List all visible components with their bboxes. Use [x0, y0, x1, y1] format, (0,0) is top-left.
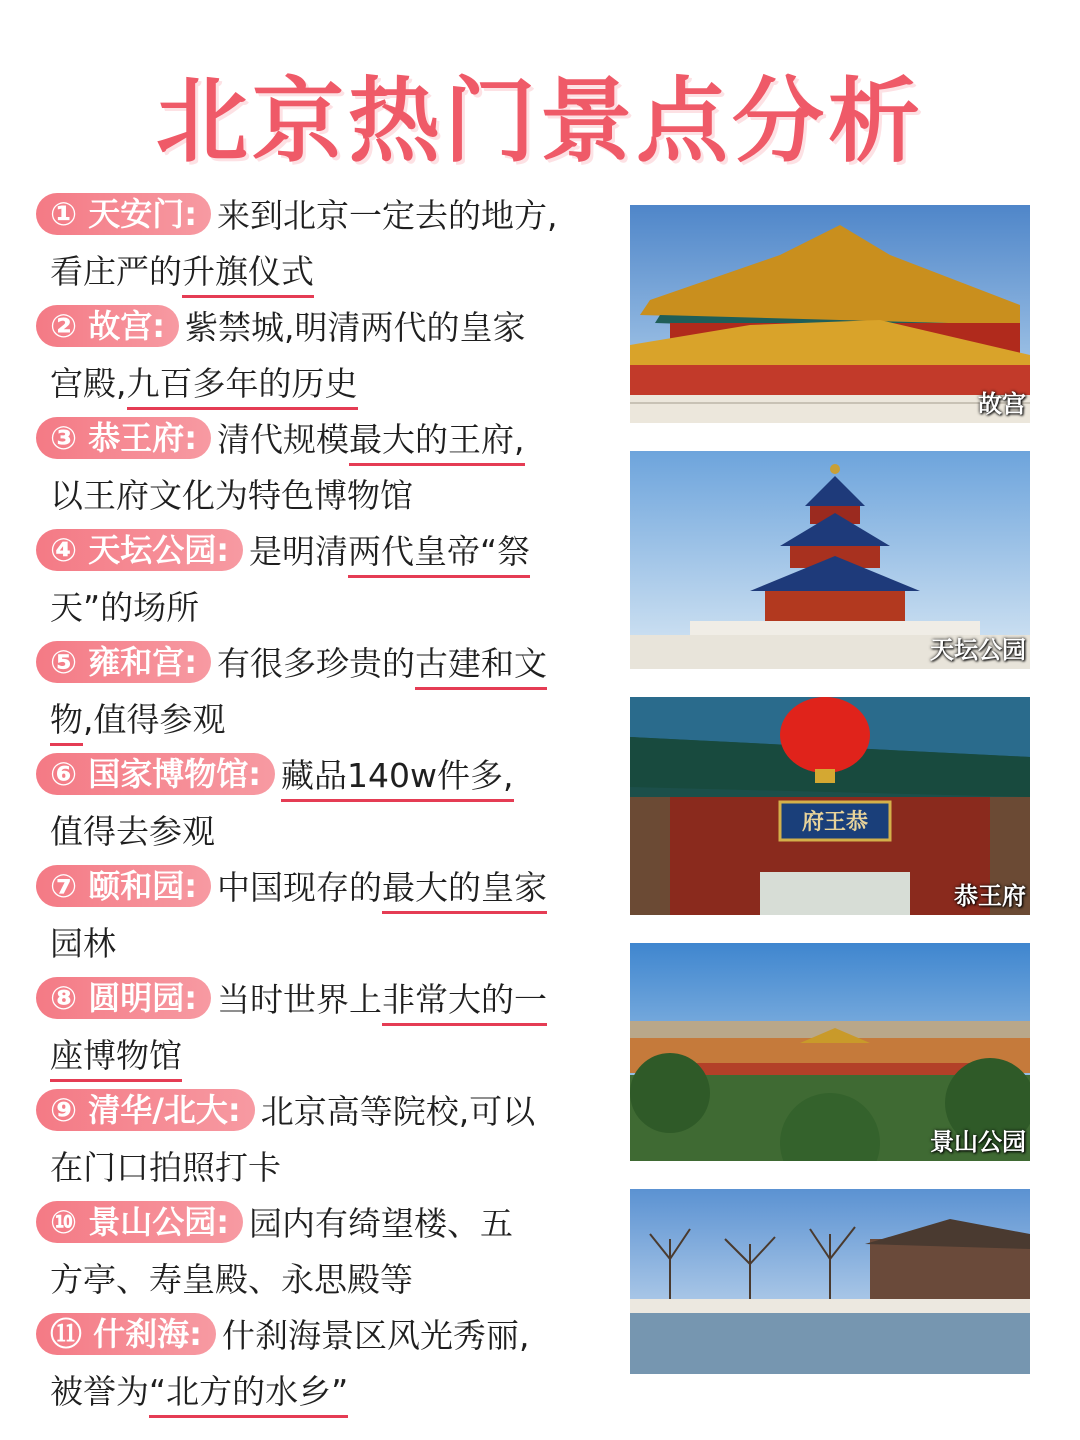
description-text: 天”的场所	[50, 588, 200, 627]
attraction-item	[36, 860, 626, 972]
photo-caption: 故宫	[978, 390, 1026, 418]
highlight-text: 九百多年的历史	[127, 364, 358, 410]
highlight-text: 藏品140w件多,	[281, 756, 513, 802]
attraction-item	[36, 636, 626, 748]
attraction-item	[36, 1084, 626, 1196]
photo-caption: 景山公园	[930, 1128, 1026, 1156]
attraction-tag: ⑩ 景山公园:	[36, 1201, 243, 1243]
highlight-text: 两代皇帝“祭	[348, 532, 530, 578]
description-text: 方亭、寿皇殿、永思殿等	[50, 1260, 413, 1299]
attraction-item	[36, 748, 626, 860]
photo-caption: 恭王府	[954, 882, 1026, 910]
description-text: 是明清	[249, 532, 349, 571]
attraction-line-1	[36, 1084, 626, 1140]
attraction-line-1	[36, 524, 626, 580]
description-text: 被誉为	[50, 1372, 149, 1411]
attraction-line-1	[36, 1308, 626, 1364]
highlight-text: 座博物馆	[50, 1036, 182, 1082]
attraction-list	[36, 188, 626, 1420]
description-text: 园林	[50, 924, 116, 963]
attraction-line-2	[36, 580, 626, 636]
gugong-image	[630, 205, 1030, 423]
photo-tiantan	[630, 451, 1030, 669]
attraction-line-1	[36, 636, 626, 692]
highlight-text: 非常大的一	[382, 980, 547, 1026]
description-text: 看庄严的	[50, 252, 182, 291]
attraction-line-2	[36, 244, 626, 300]
attraction-line-1	[36, 412, 626, 468]
attraction-tag: ⑦ 颐和园:	[36, 865, 211, 907]
attraction-item	[36, 1308, 626, 1420]
description-text: 来到北京一定去的地方,	[217, 196, 558, 235]
attraction-line-2	[36, 468, 626, 524]
attraction-line-1	[36, 972, 626, 1028]
attraction-line-1	[36, 1196, 626, 1252]
description-text: ,值得参观	[83, 700, 226, 739]
description-text: 宫殿,	[50, 364, 127, 403]
highlight-text: 最大的王府,	[349, 420, 525, 466]
attraction-line-2	[36, 1140, 626, 1196]
attraction-line-1	[36, 188, 626, 244]
attraction-tag: ⑧ 圆明园:	[36, 977, 211, 1019]
attraction-item	[36, 972, 626, 1084]
description-text: 清代规模	[217, 420, 350, 459]
description-text: 值得去参观	[50, 812, 215, 851]
highlight-text: 古建和文	[415, 644, 547, 690]
highlight-text: 物	[50, 700, 83, 746]
description-text: 中国现存的	[217, 868, 383, 907]
photo-shichahai	[630, 1189, 1030, 1374]
photo-gongwangfu	[630, 697, 1030, 915]
attraction-line-2	[36, 1028, 626, 1084]
plaque-text: 府王恭	[801, 810, 869, 835]
highlight-text: 升旗仪式	[182, 252, 314, 298]
attraction-line-1	[36, 748, 626, 804]
attraction-item	[36, 1196, 626, 1308]
attraction-tag: ③ 恭王府:	[36, 417, 211, 459]
description-text: 当时世界上	[217, 980, 383, 1019]
description-text: 在门口拍照打卡	[50, 1148, 281, 1187]
attraction-line-2	[36, 356, 626, 412]
attraction-line-1	[36, 860, 626, 916]
attraction-line-2	[36, 1364, 626, 1420]
description-text: 以王府文化为特色博物馆	[50, 476, 413, 515]
attraction-tag: ① 天安门:	[36, 193, 211, 235]
attraction-line-2	[36, 804, 626, 860]
photo-caption: 天坛公园	[930, 636, 1026, 664]
photo-gugong	[630, 205, 1030, 423]
highlight-text: “北方的水乡”	[149, 1372, 348, 1418]
attraction-item	[36, 300, 626, 412]
highlight-text: 最大的皇家	[382, 868, 547, 914]
shichahai-image	[630, 1189, 1030, 1374]
attraction-item	[36, 412, 626, 524]
photo-column	[630, 205, 1030, 1402]
attraction-line-2	[36, 692, 626, 748]
description-text: 什刹海景区风光秀丽,	[221, 1316, 530, 1355]
attraction-tag: ⑤ 雍和宫:	[36, 641, 211, 683]
attraction-tag: ④ 天坛公园:	[36, 529, 243, 571]
attraction-tag: ⑨ 清华/北大:	[36, 1089, 255, 1131]
description-text: 紫禁城,明清两代的皇家	[185, 308, 526, 347]
description-text: 北京高等院校,可以	[260, 1092, 536, 1131]
description-text: 有很多珍贵的	[217, 644, 416, 683]
attraction-tag: ② 故宫:	[36, 305, 179, 347]
attraction-line-1	[36, 300, 626, 356]
attraction-tag: ⑥ 国家博物馆:	[36, 753, 275, 795]
attraction-item	[36, 188, 626, 300]
attraction-line-2	[36, 1252, 626, 1308]
page-title: 北京热门景点分析	[155, 68, 924, 175]
attraction-line-2	[36, 916, 626, 972]
attraction-tag: ⑪ 什刹海:	[36, 1313, 216, 1355]
photo-jingshan	[630, 943, 1030, 1161]
attraction-item	[36, 524, 626, 636]
description-text: 园内有绮望楼、五	[249, 1204, 514, 1243]
